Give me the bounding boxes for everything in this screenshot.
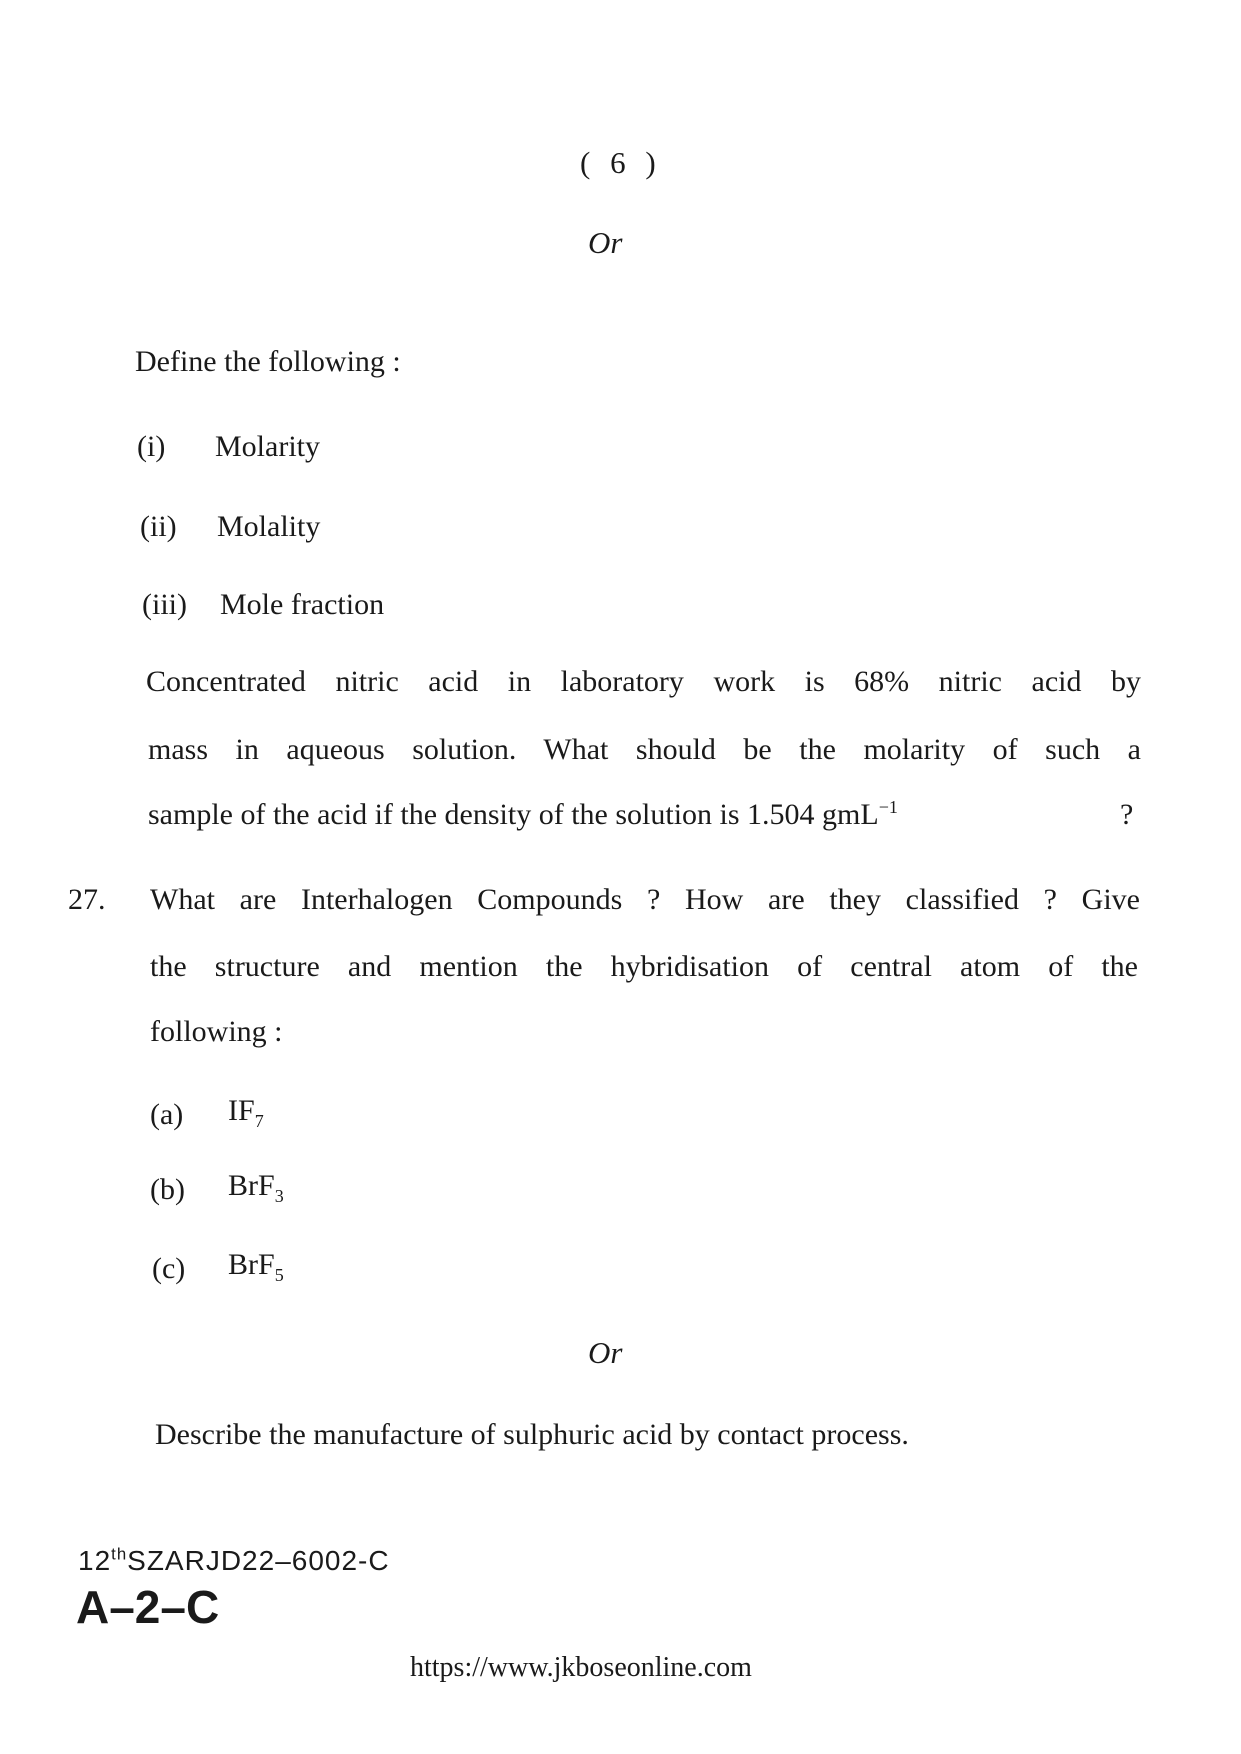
series-code: A–2–C — [76, 1581, 220, 1633]
define-item-num-1: (i) — [137, 430, 166, 463]
website-url: https://www.jkboseonline.com — [410, 1652, 752, 1683]
page-number: ( 6 ) — [580, 145, 662, 180]
question-27-line-3: following : — [150, 1015, 283, 1048]
paper-code-superscript: th — [111, 1544, 128, 1564]
q27-item-a-formula: IF — [228, 1094, 255, 1127]
question-27-number: 27. — [68, 883, 106, 916]
or-separator-2: Or — [588, 1335, 623, 1370]
or-separator-1: Or — [588, 225, 623, 260]
q27-item-b-subscript: 3 — [274, 1186, 284, 1206]
q27-item-c-subscript: 5 — [274, 1265, 284, 1285]
q27-item-num-a: (a) — [150, 1098, 184, 1131]
define-item-1: Molarity — [215, 430, 320, 463]
problem-line-3-text: sample of the acid if the density of the solution is 1.504 gmL — [148, 798, 879, 831]
problem-line-1: Concentrated nitric acid in laboratory work is 68% nitric acid by — [146, 665, 1141, 698]
paper-code — [78, 1545, 390, 1577]
define-item-num-3: (iii) — [142, 588, 187, 621]
question-27-line-1: What are Interhalogen Compounds ? How are they classified ? Give — [150, 883, 1140, 916]
define-item-2: Molality — [217, 510, 321, 543]
alternative-question: Describe the manufacture of sulphuric acid by contact process. — [155, 1418, 909, 1451]
q27-item-b — [228, 1169, 284, 1206]
q27-item-num-c: (c) — [152, 1252, 186, 1285]
define-intro: Define the following : — [135, 345, 401, 378]
q27-item-b-formula: BrF — [228, 1169, 275, 1202]
problem-line-2: mass in aqueous solution. What should be the molarity of such a — [148, 733, 1141, 766]
problem-line-3-question-mark: ? — [1120, 798, 1134, 831]
q27-item-c — [228, 1248, 284, 1285]
q27-item-a — [228, 1094, 264, 1131]
q27-item-num-b: (b) — [150, 1173, 185, 1206]
question-27-line-2: the structure and mention the hybridisation of central atom of the — [150, 950, 1138, 983]
define-item-num-2: (ii) — [140, 510, 177, 543]
problem-line-3 — [148, 798, 898, 832]
q27-item-c-formula: BrF — [228, 1248, 275, 1281]
q27-item-a-subscript: 7 — [254, 1111, 264, 1131]
define-item-3: Mole fraction — [220, 588, 385, 621]
problem-line-3-exponent: −1 — [878, 797, 898, 817]
paper-code-prefix: 12 — [78, 1545, 112, 1576]
paper-code-rest: SZARJD22–6002-C — [127, 1545, 390, 1576]
